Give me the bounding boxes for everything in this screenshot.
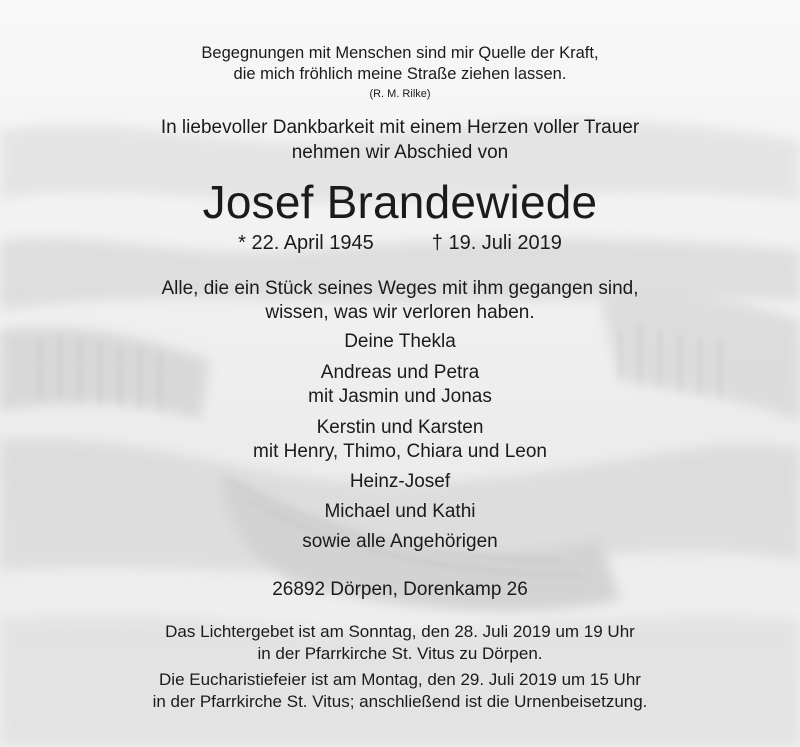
mass-service-line-2: in der Pfarrkirche St. Vitus; anschließend ist die Urnenbeisetzung. xyxy=(152,692,648,711)
intro-line-2: nehmen wir Abschied von xyxy=(291,142,509,163)
intro-line-1: In liebevoller Dankbarkeit mit einem Herzen voller Trauer xyxy=(160,117,640,138)
birth-date: * 22. April 1945 xyxy=(238,232,374,254)
quote-line-2: die mich fröhlich meine Straße ziehen lassen. xyxy=(233,65,567,83)
quote-line-1: Begegnungen mit Menschen sind mir Quelle der Kraft, xyxy=(201,44,599,62)
life-dates xyxy=(0,233,800,253)
message-line-1: Alle, die ein Stück seines Weges mit ihm gegangen sind, xyxy=(161,278,639,299)
mourner-line: sowie alle Angehörigen xyxy=(302,531,498,552)
prayer-service-line-1: Das Lichtergebet ist am Sonntag, den 28. Juli 2019 um 19 Uhr xyxy=(165,622,635,641)
quote-author: (R. M. Rilke) xyxy=(369,88,431,100)
prayer-service-line-2: in der Pfarrkirche St. Vitus zu Dörpen. xyxy=(257,644,543,663)
mourner-line: Kerstin und Karsten xyxy=(316,417,484,438)
mourner-line: mit Henry, Thimo, Chiara und Leon xyxy=(253,441,547,462)
message-line-2: wissen, was wir verloren haben. xyxy=(265,302,535,323)
deceased-name: Josef Brandewiede xyxy=(202,176,598,228)
mourner-line: Michael und Kathi xyxy=(324,501,476,522)
death-date: † 19. Juli 2019 xyxy=(431,232,562,254)
mourner-line: Deine Thekla xyxy=(344,331,456,352)
address: 26892 Dörpen, Dorenkamp 26 xyxy=(272,579,528,600)
mourner-line: Heinz-Josef xyxy=(349,471,451,492)
mourner-line: Andreas und Petra xyxy=(320,362,480,383)
mass-service-line-1: Die Eucharistiefeier ist am Montag, den 29. Juli 2019 um 15 Uhr xyxy=(159,670,641,689)
mourner-line: mit Jasmin und Jonas xyxy=(308,386,492,407)
